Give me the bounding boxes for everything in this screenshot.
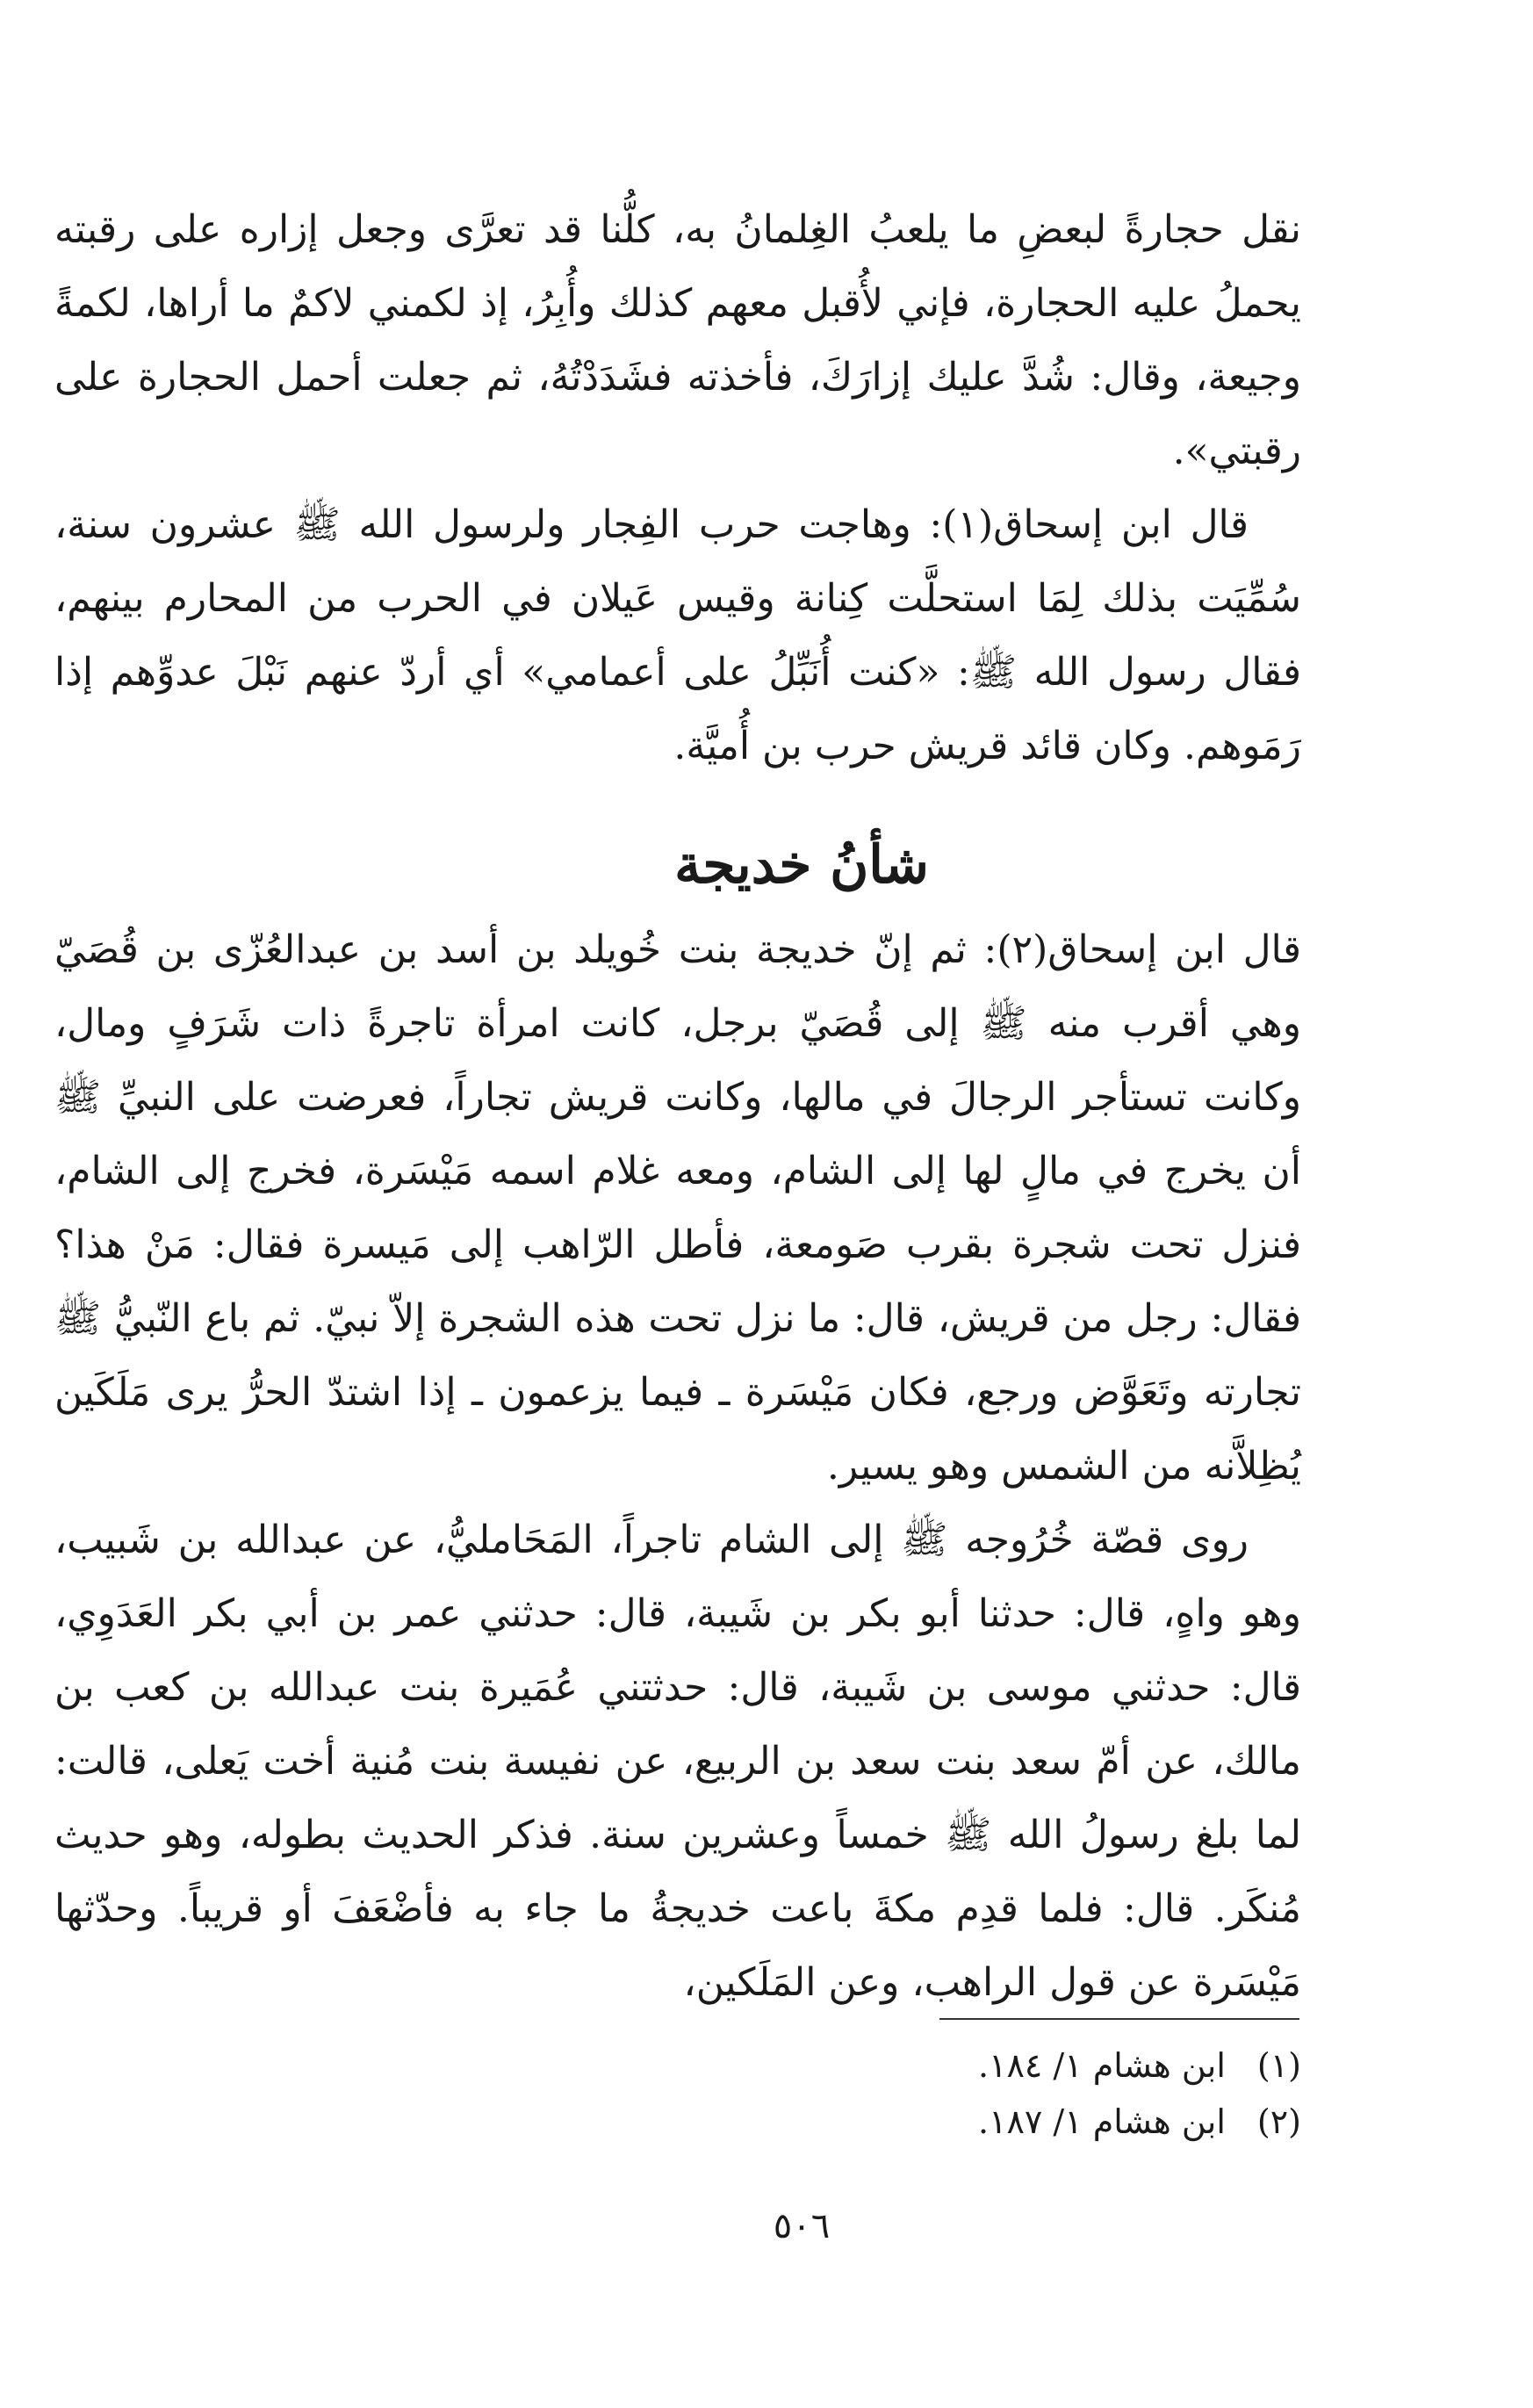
paragraph: قال ابن إسحاق(٢): ثم إنّ خديجة بنت خُويلد بن أسد بن عبدالعُزّى بن قُصَيّ وهي أقرب منه ﷺ إلى قُصَيّ برجل، كانت امرأة تاجرةً ذات شَرَفٍ ومال، وكانت تستأجر الرجالَ في مالها، وكانت قريش تجاراً، فعرضت على النبيِّ ﷺ أن يخرج في مالٍ لها إلى الشام، ومعه غلام اسمه مَيْسَرة، فخرج إلى الشام، فنزل تحت شجرة بقرب صَومعة، فأطل الرّاهب إلى مَيسرة فقال: مَنْ هذا؟ فقال: رجل من قريش، قال: ما نزل تحت هذه الشجرة إلاّ نبيّ. ثم باع النّبيُّ ﷺ تجارته وتَعَوَّض ورجع، فكان مَيْسَرة ـ فيما يزعمون ـ إذا اشتدّ الحرُّ يرى مَلَكَين يُظِلاَّنه من الشمس وهو يسير.: [54, 927, 1301, 1489]
footnote-text: ابن هشام ١/ ١٨٧.: [978, 2102, 1226, 2141]
footnote-text: ابن هشام ١/ ١٨٤.: [978, 2046, 1226, 2085]
footnote-divider: [939, 2018, 1299, 2020]
section-heading: شأنُ خديجة: [674, 834, 929, 896]
footnotes: [54, 2037, 1301, 2150]
footnote-item: [54, 2037, 1301, 2094]
paragraph: قال ابن إسحاق(١): وهاجت حرب الفِجار ولرسول الله ﷺ عشرون سنة، سُمِّيَت بذلك لِمَا استحلَّت كِنانة وقيس عَيلان في الحرب من المحارم بينهم، فقال رسول الله ﷺ: «كنت أُنَبِّلُ على أعمامي» أي أردّ عنهم نَبْلَ عدوِّهم إذا رَمَوهم. وكان قائد قريش حرب بن أُميَّة.: [54, 502, 1301, 768]
footnote-number: (٢): [1256, 2102, 1301, 2141]
page-number: ٥٠٦: [773, 2206, 831, 2246]
paragraph: روى قصّة خُرُوجه ﷺ إلى الشام تاجراً، المَحَامليُّ، عن عبدالله بن شَبيب، وهو واهٍ، قال: حدثنا أبو بكر بن شَيبة، قال: حدثني عمر بن أبي بكر العَدَوِي، قال: حدثني موسى بن شَيبة، قال: حدثتني عُمَيرة بنت عبدالله بن كعب بن مالك، عن أمّ سعد بنت سعد بن الربيع، عن نفيسة بنت مُنية أخت يَعلى، قالت: لما بلغ رسولُ الله ﷺ خمساً وعشرين سنة. فذكر الحديث بطوله، وهو حديث مُنكَر. قال: فلما قدِم مكةَ باعت خديجةُ ما جاء به فأضْعَفَ أو قريباً. وحدّثها مَيْسَرة عن قول الراهب، وعن المَلَكين،: [54, 1518, 1301, 2005]
top-text-section: [54, 193, 1301, 783]
footnote-item: [54, 2094, 1301, 2150]
footnote-number: (١): [1256, 2046, 1301, 2085]
main-text-section: [54, 913, 1301, 2020]
paragraph: نقل حجارةً لبعضِ ما يلعبُ الغِلمانُ به، كلُّنا قد تعرَّى وجعل إزاره على رقبته يحملُ عليه الحجارة، فإني لأُقبل معهم كذلك وأُبِرُ، إذ لكمني لاكمٌ ما أراها، لكمةً وجيعة، وقال: شُدَّ عليك إزارَكَ، فأخذته فشَدَدْتُهُ، ثم جعلت أحمل الحجارة على رقبتي».: [54, 207, 1301, 473]
